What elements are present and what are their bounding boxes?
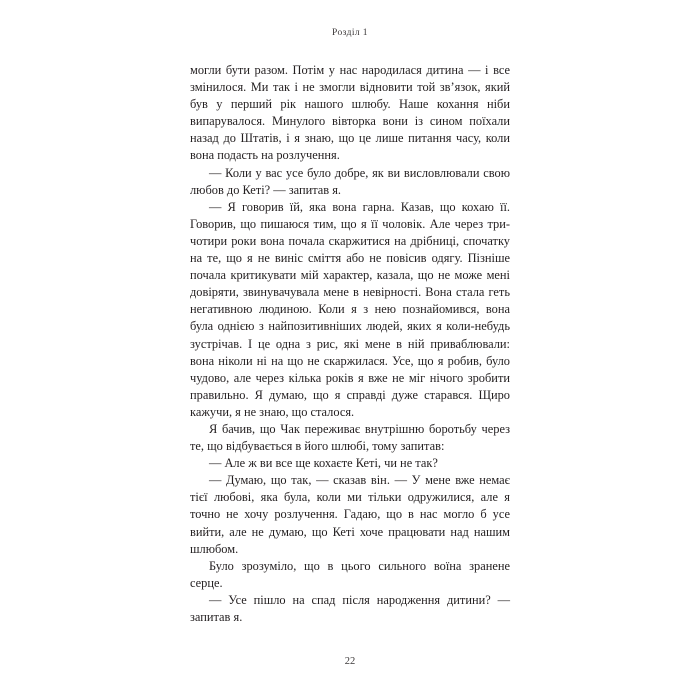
running-head: Розділ 1 — [332, 28, 368, 38]
paragraph: — Коли у вас усе було добре, як ви висловлювали свою любов до Кеті? — запитав я. — [190, 165, 510, 197]
page-number: 22 — [344, 656, 356, 667]
paragraph: могли бути разом. Потім у нас народилася дитина — і все змінилося. Ми так і не змогли відновити той зв’язок, який був у перший рік нашого шлюбу. Наше кохання ніби випарувалося. Минулого вівторка вони із сином поїхали назад до Штатів, і я знаю, що це лише питання часу, коли вона подасть на розлучення. — [190, 63, 510, 163]
paragraph: — Я говорив їй, яка вона гарна. Казав, що кохаю її. Говорив, що пишаюся тим, що я її чоловік. Але через три-чотири роки вона почала скаржитися на дрібниці, спочатку на те, що я не виніс сміття або не повісив одягу. Пізніше почала критикувати мій характер, казала, що не може мені довіряти, звинувачувала мене в невірності. Вона стала геть негативною людиною. Коли я з нею познайомився, вона була однією з найпозитивніших людей, яких я коли-небудь зустрічав. І це одна з рис, які мене в ній приваблювали: вона ніколи ні на що не скаржилася. Усе, що я робив, було чудово, але через кілька років я вже не міг нічого зробити правильно. Я думаю, що я справді дуже старався. Щиро кажучи, я не знаю, що сталося. — [190, 199, 510, 419]
paragraph: — Думаю, що так, — сказав він. — У мене вже немає тієї любові, яка була, коли ми тільки одружилися, але я точно не хочу розлучення. Гадаю, що в нас могло б усе вийти, але не думаю, що Кеті хоче працювати над нашим шлюбом. — [190, 473, 510, 556]
paragraph: — Усе пішло на спад після народження дитини? — запитав я. — [190, 592, 510, 624]
paragraph: Я бачив, що Чак переживає внутрішню боротьбу через те, що відбувається в його шлюбі, тому запитав: — [190, 421, 510, 454]
paragraph: — Але ж ви все ще кохаєте Кеті, чи не так? — [209, 456, 438, 471]
paragraph: Було зрозуміло, що в цього сильного воїна зранене серце. — [190, 558, 510, 590]
body-text-column — [190, 62, 510, 626]
